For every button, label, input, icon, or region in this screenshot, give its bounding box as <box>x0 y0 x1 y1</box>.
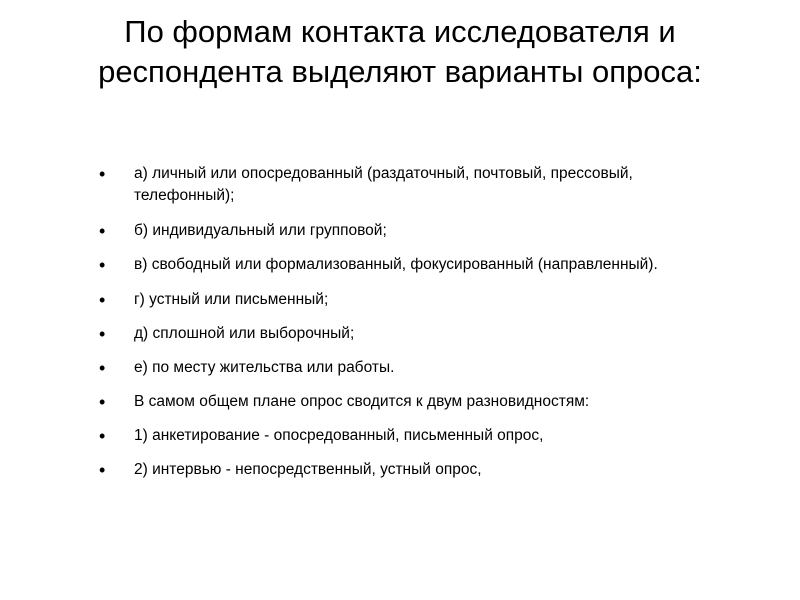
list-item-text: в) свободный или формализованный, фокусированный (направленный). <box>134 256 658 273</box>
list-item <box>96 459 716 481</box>
list-item-text: г) устный или письменный; <box>134 291 329 308</box>
list-item-text: д) сплошной или выборочный; <box>134 325 355 342</box>
list-item-text: В самом общем плане опрос сводится к двум разновидностям: <box>134 393 590 410</box>
list-item-text: 1) анкетирование - опосредованный, письменный опрос, <box>134 427 544 444</box>
list-item-text: б) индивидуальный или групповой; <box>134 222 387 239</box>
list-item <box>96 220 716 242</box>
bullet-icon: • <box>99 221 106 241</box>
bullet-icon: • <box>99 426 106 446</box>
list-item-text: 2) интервью - непосредственный, устный опрос, <box>134 461 482 478</box>
list-item <box>96 163 716 207</box>
bullet-icon: • <box>99 290 106 310</box>
bullet-list <box>96 163 716 481</box>
list-item <box>96 425 716 447</box>
list-item <box>96 357 716 379</box>
list-item-text: а) личный или опосредованный (раздаточный, почтовый, прессовый, телефонный); <box>134 165 633 204</box>
bullet-icon: • <box>99 255 106 275</box>
bullet-icon: • <box>99 392 106 412</box>
list-item <box>96 289 716 311</box>
bullet-icon: • <box>99 164 106 184</box>
slide-title: По формам контакта исследователя и респондента выделяют варианты опроса: <box>98 14 702 89</box>
list-item <box>96 254 716 276</box>
list-item <box>96 323 716 345</box>
bullet-icon: • <box>99 358 106 378</box>
bullet-icon: • <box>99 324 106 344</box>
list-item-text: е) по месту жительства или работы. <box>134 359 395 376</box>
list-item <box>96 391 716 413</box>
bullet-icon: • <box>99 460 106 480</box>
